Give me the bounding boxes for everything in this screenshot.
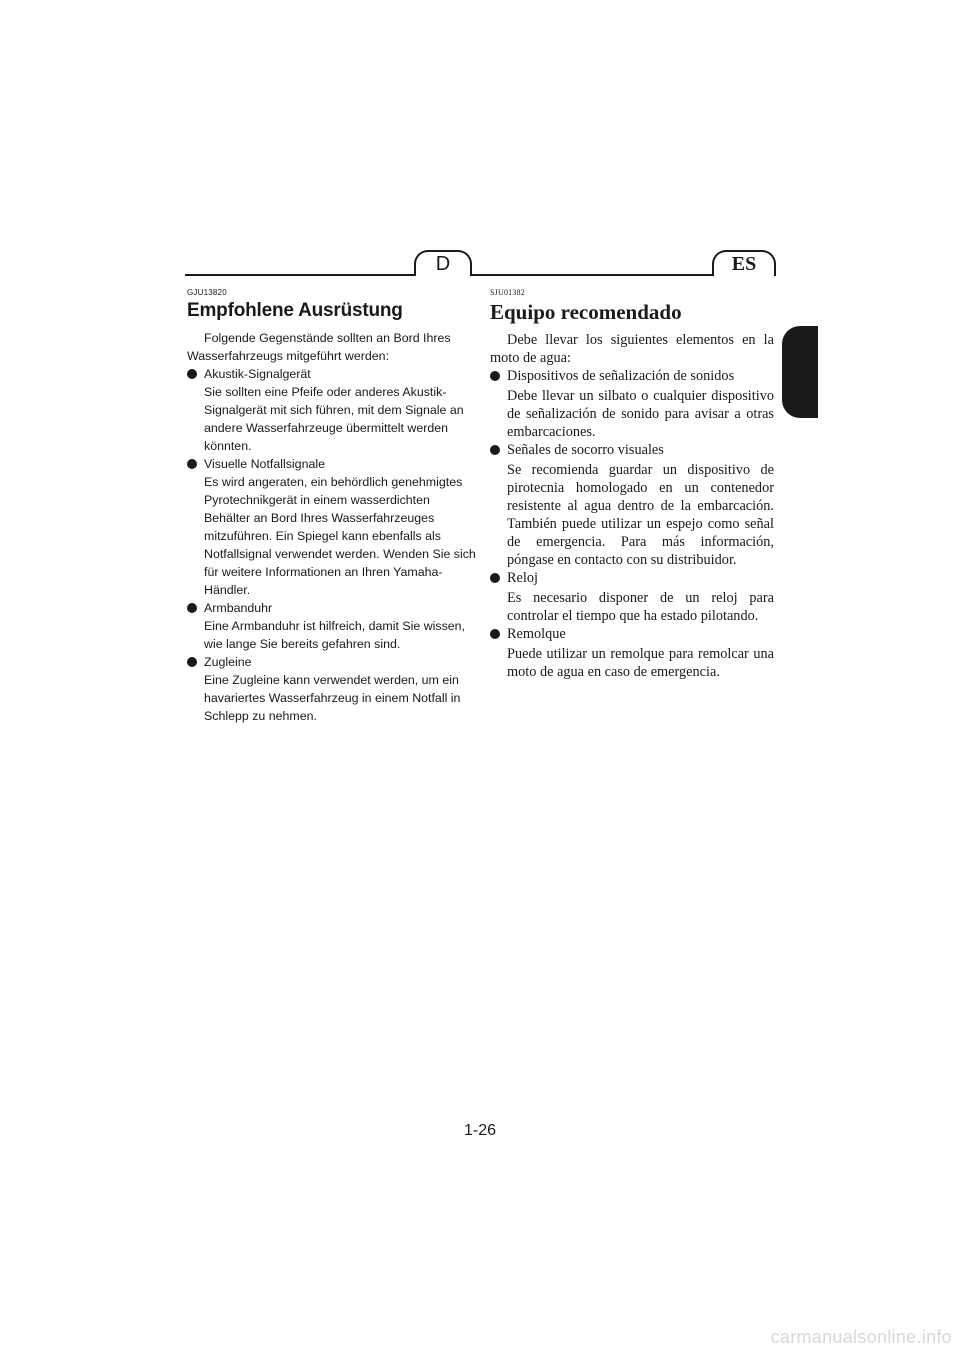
bullet-icon	[187, 603, 197, 613]
list-item	[490, 569, 774, 625]
list-item	[187, 455, 477, 599]
list-item	[187, 653, 477, 725]
section-code: GJU13820	[187, 288, 227, 297]
chapter-thumb-tab	[782, 326, 818, 418]
spanish-column	[490, 288, 774, 681]
item-description: Eine Armbanduhr ist hilfreich, damit Sie wissen, wie lange Sie bereits gefahren sind.	[204, 619, 466, 651]
watermark: carmanualsonline.info	[770, 1327, 952, 1347]
bullet-icon	[490, 629, 500, 639]
item-description: Puede utilizar un remolque para remolcar una moto de agua en caso de emergencia.	[507, 646, 774, 680]
section-title: Empfohlene Ausrüstung	[187, 300, 403, 321]
intro-paragraph: Folgende Gegenstände sollten an Bord Ihres Wasserfahrzeugs mitgeführt werden:	[187, 331, 451, 363]
item-description: Es necesario disponer de un reloj para controlar el tiempo que ha estado pilotando.	[507, 590, 774, 624]
list-item	[490, 367, 774, 441]
bullet-icon	[187, 459, 197, 469]
language-tab-spanish: ES	[712, 250, 776, 276]
section-code: SJU01382	[490, 288, 525, 297]
bullet-icon	[490, 445, 500, 455]
list-item	[490, 441, 774, 569]
bullet-icon	[490, 371, 500, 381]
list-item	[490, 625, 774, 681]
bullet-icon	[187, 657, 197, 667]
page-number: 1-26	[463, 1122, 497, 1139]
bullet-icon	[187, 369, 197, 379]
item-title: Akustik-Signalgerät	[204, 367, 311, 381]
item-title: Señales de socorro visuales	[507, 442, 664, 458]
intro-paragraph: Debe llevar los siguientes elementos en la moto de agua:	[490, 332, 774, 366]
header-rule	[185, 274, 773, 276]
list-item	[187, 365, 477, 455]
list-item	[187, 599, 477, 653]
language-tab-german: D	[414, 250, 472, 276]
item-description: Sie sollten eine Pfeife oder anderes Akustik-Signalgerät mit sich führen, mit dem Signale an andere Wasserfahrzeuge übermittelt werden könnten.	[204, 385, 464, 453]
item-title: Dispositivos de señalización de sonidos	[507, 368, 735, 384]
item-title: Armbanduhr	[204, 601, 273, 615]
item-description: Es wird angeraten, ein behördlich genehmigtes Pyrotechnikgerät in einem wasserdichten Behälter an Bord Ihres Wasserfahrzeuges mitzuführen. Ein Spiegel kann ebenfalls als Notfallsignal verwendet werden. Wenden Sie sich für weitere Informationen an Ihren Yamaha-Händler.	[204, 475, 476, 597]
item-title: Remolque	[507, 626, 566, 642]
item-title: Reloj	[507, 570, 538, 586]
bullet-icon	[490, 573, 500, 583]
section-title: Equipo recomendado	[490, 300, 682, 324]
item-description: Debe llevar un silbato o cualquier dispositivo de señalización de sonido para avisar a otras embarcaciones.	[507, 388, 774, 440]
item-title: Visuelle Notfallsignale	[204, 457, 325, 471]
item-description: Eine Zugleine kann verwendet werden, um ein havariertes Wasserfahrzeug in einem Notfall in Schlepp zu nehmen.	[204, 673, 461, 723]
german-column	[187, 288, 477, 725]
item-description: Se recomienda guardar un dispositivo de pirotecnia homologado en un contenedor resistente al agua dentro de la embarcación. También puede utilizar un espejo como señal de emergencia. Para más información, póngase en contacto con su distribuidor.	[507, 462, 774, 568]
item-title: Zugleine	[204, 655, 252, 669]
